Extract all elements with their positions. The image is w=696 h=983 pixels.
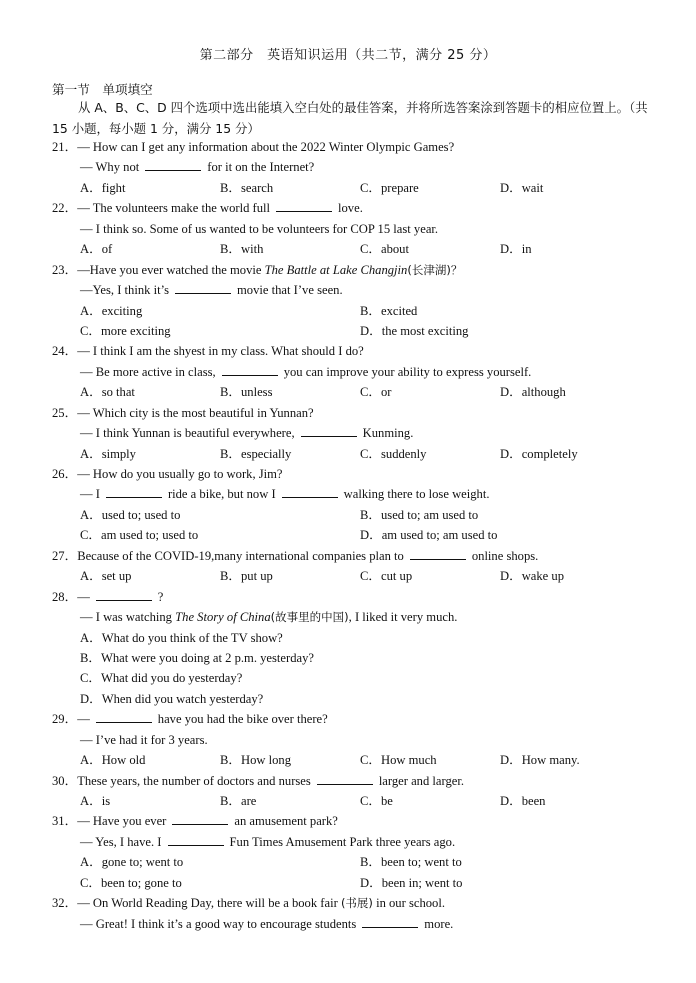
option: D．completely — [500, 446, 578, 461]
options-23-row1 — [52, 301, 652, 321]
option: D．am used to; am used to — [360, 528, 498, 543]
option: C．more exciting — [80, 323, 171, 338]
answer-blank — [96, 588, 152, 601]
options-31-row2 — [52, 873, 652, 893]
option: A．simply — [80, 446, 136, 461]
option: D．been — [500, 794, 546, 808]
option: D．wait — [500, 180, 544, 195]
question-30: 30．These years, the number of doctors and nurses larger and larger. — [52, 773, 465, 788]
option: C．prepare — [360, 180, 419, 195]
options-26-row2 — [52, 525, 652, 545]
answer-blank — [362, 915, 418, 928]
option: D．wake up — [500, 569, 565, 584]
question-22: 22．— The volunteers make the world full love. — [52, 201, 363, 216]
option: B．excited — [360, 303, 418, 318]
option: B．especially — [220, 446, 292, 461]
option: D．although — [500, 385, 566, 400]
option: A．fight — [80, 180, 126, 195]
options-24 — [52, 382, 652, 402]
instructions: 从 A、B、C、D 四个选项中选出能填入空白处的最佳答案，并将所选答案涂到答题卡的相应位置上。（共 15 小题，每小题 1 分，满分 15 分） — [52, 100, 648, 136]
option: B．What were you doing at 2 p.m. yesterday? — [80, 650, 314, 665]
options-27 — [52, 566, 652, 586]
option: B．How long — [220, 753, 292, 768]
option: C．about — [360, 242, 409, 257]
option: B．been to; went to — [360, 855, 462, 870]
option: B．put up — [220, 569, 273, 584]
part-title: 第二部分 英语知识运用（共二节，满分 25 分） — [199, 48, 497, 63]
answer-blank — [222, 363, 278, 376]
answer-blank — [317, 772, 373, 785]
options-23-row2 — [52, 321, 652, 341]
answer-blank — [282, 485, 338, 498]
option: A．so that — [80, 385, 135, 400]
questions: 21．— How can I get any information about the 2022 Winter Olympic Games? — Why not for it on the Internet? A．fight B．search C．prepare D．wait 22．— The volunteers make the world full love. — I think so. Some of us wanted to be volunteers for COP 15 last year. A．of B．with C．about D．in 23．—Have you ever watched the movie The Battle at Lake Changjin(长津湖)？ —Yes, I think it’s movie that I’ve seen. A．exciting B．excited C．more exciting D．the most exciting 24．— I think I am the shyest in my class. What should I do? — Be more active in class, you can improve your ability to express yourself. A．so that B．unless C．or D．although 25．— Which city is the most beautiful in Yunnan? — I think Yunnan is beautiful everywhere, Kunming. A．simply B．especially C．suddenly D．completely 26．— How do you usually go to work, Jim? — I ride a bike, but now I walking there to lose weight. A．used to; used to B．used to; am used to C．am used to; used to D．am used to; am used to 27．Because of the COVID-19,many international companies plan to online shops. A．set up B．put up C．cut up D．wake up 28．— ? — I was watching The Story of China(故事里的中国), I liked it very much. A．What do you think of the TV show? B．What were you doing at 2 p.m. yesterday? C．What did you do yesterday? D．When did you watch yesterday? 29．— have you had the bike over there? — I’ve had it for 3 years. A．How old B．How long C．How much D．How many. 30．These years, the number of doctors and nurses larger and larger. A．is B．are C．be D．been 31．— Have you ever an amusement park? — Yes, I have. I Fun Times Amusement Park three years ago. A．gone to; went to B．been to; went to C．been to; gone to D．been in; went to 32．— On World Reading Day, there will be a book fair (书展) in our school. — Great! I think it’s a good way to encourage students more. — [52, 137, 652, 934]
option: B．used to; am used to — [360, 507, 479, 522]
answer-blank — [175, 281, 231, 294]
option: A．is — [80, 794, 111, 808]
option: A．How old — [80, 753, 146, 768]
answer-blank — [106, 485, 162, 498]
options-22 — [52, 239, 652, 259]
question-27: 27．Because of the COVID-19,many international companies plan to online shops. — [52, 548, 539, 563]
answer-blank — [410, 547, 466, 560]
option: A．set up — [80, 569, 132, 584]
options-31-row1 — [52, 852, 652, 872]
option: D．the most exciting — [360, 323, 469, 338]
option: D．How many. — [500, 753, 580, 768]
option: B．search — [220, 180, 274, 195]
answer-blank — [172, 812, 228, 825]
options-30 — [52, 791, 652, 811]
section-heading: 第一节 单项填空 — [52, 82, 153, 97]
options-26-row1 — [52, 505, 652, 525]
options-21 — [52, 178, 652, 198]
answer-blank — [276, 199, 332, 212]
option: C．been to; gone to — [80, 875, 182, 890]
question-29: 29．— have you had the bike over there? — [52, 712, 328, 727]
option: C．am used to; used to — [80, 528, 199, 543]
option: C．cut up — [360, 569, 413, 584]
option: C．How much — [360, 753, 437, 768]
options-25 — [52, 444, 652, 464]
question-28: 28．— ? — [52, 589, 164, 604]
option: A．exciting — [80, 303, 143, 318]
option: C．What did you do yesterday? — [80, 671, 243, 686]
option: A．used to; used to — [80, 507, 181, 522]
option: A．of — [80, 242, 113, 257]
question-32: 32．— On World Reading Day, there will be a book fair (书展) in our school. — [52, 896, 445, 911]
answer-blank — [96, 710, 152, 723]
question-26: 26．— How do you usually go to work, Jim? — [52, 467, 283, 481]
question-25: 25．— Which city is the most beautiful in Yunnan? — [52, 405, 314, 420]
question-23: 23．—Have you ever watched the movie The Battle at Lake Changjin(长津湖)？ — [52, 262, 463, 277]
option: D．in — [500, 242, 532, 257]
option: A．What do you think of the TV show? — [80, 630, 283, 645]
option: D．been in; went to — [360, 875, 463, 890]
answer-blank — [145, 158, 201, 171]
option: D．When did you watch yesterday? — [80, 691, 264, 706]
option: B．with — [220, 242, 264, 257]
answer-blank — [168, 833, 224, 846]
option: A．gone to; went to — [80, 855, 184, 870]
option: C．or — [360, 385, 392, 400]
question-31: 31．— Have you ever an amusement park? — [52, 814, 338, 829]
option: C．be — [360, 794, 393, 808]
option: C．suddenly — [360, 446, 427, 461]
question-24: 24．— I think I am the shyest in my class. What should I do? — [52, 344, 364, 359]
question-21: 21．— How can I get any information about the 2022 Winter Olympic Games? — [52, 140, 455, 154]
option: B．are — [220, 794, 257, 808]
option: B．unless — [220, 385, 273, 400]
options-29 — [52, 750, 652, 770]
answer-blank — [301, 424, 357, 437]
